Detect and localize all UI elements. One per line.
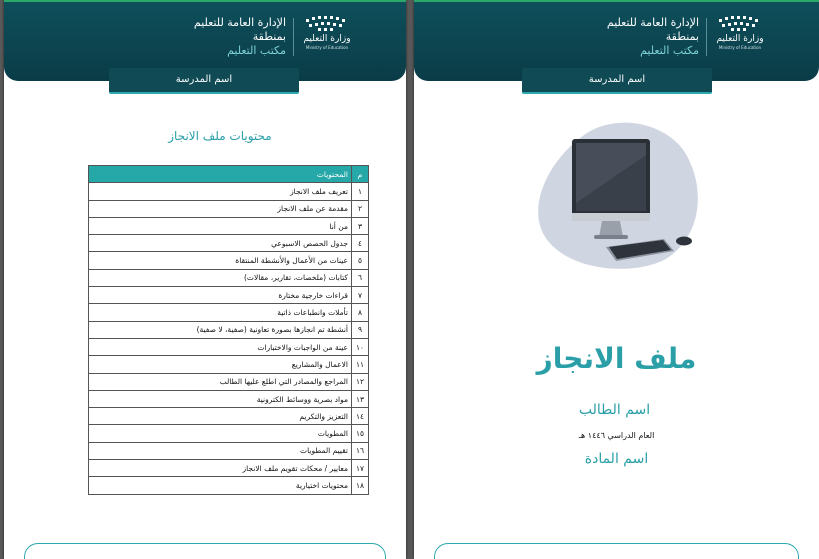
table-row: [89, 252, 369, 269]
ministry-logo: [711, 16, 769, 51]
row-num: ١٢: [352, 373, 369, 390]
row-text: تعريف ملف الانجاز: [89, 183, 352, 200]
row-text: أنشطة تم انجازها بصورة تعاونية (صفية، لا صفية): [89, 321, 352, 338]
student-name: اسم الطالب: [578, 402, 651, 418]
table-row: [89, 287, 369, 304]
table-row: [89, 356, 369, 373]
table-row: [89, 269, 369, 286]
page-footer-border: [24, 543, 386, 559]
table-row: [89, 442, 369, 459]
page-left-contents: [4, 0, 406, 559]
row-text: التعزيز والتكريم: [89, 408, 352, 425]
row-text: المراجع والمصادر التي اطلع عليها الطالب: [89, 373, 352, 390]
row-num: ١٣: [352, 390, 369, 407]
logo-english-text: Ministry of Education: [718, 45, 762, 50]
table-row: [89, 460, 369, 477]
header-text: [607, 16, 699, 58]
table-row: [89, 200, 369, 217]
row-text: مواد بصرية ووسائط الكترونية: [89, 390, 352, 407]
table-row: [89, 373, 369, 390]
row-num: ٧: [352, 287, 369, 304]
header-line1: الإدارة العامة للتعليم: [606, 16, 699, 29]
table-row: [89, 425, 369, 442]
row-num: ٤: [352, 235, 369, 252]
row-num: ٣: [352, 217, 369, 234]
cover-title: ملف الانجاز: [536, 342, 697, 375]
row-text: محتويات اختيارية: [89, 477, 352, 494]
header-divider: [293, 18, 294, 56]
row-num: ١٠: [352, 338, 369, 355]
table-row: [89, 217, 369, 234]
table-row: [89, 235, 369, 252]
ministry-logo: [298, 16, 356, 51]
ministry-logo-icon: [717, 16, 763, 34]
row-text: تأملات وانطباعات ذاتية: [89, 304, 352, 321]
school-name-tab: اسم المدرسة: [109, 68, 299, 94]
row-num: ١٧: [352, 460, 369, 477]
row-num: ٢: [352, 200, 369, 217]
ministry-logo-icon: [304, 16, 350, 34]
header-line2: بمنطقة: [665, 30, 699, 43]
row-text: معايير / محكات تقويم ملف الانجاز: [89, 460, 352, 477]
table-row: [89, 338, 369, 355]
row-text: تقييم المطويات: [89, 442, 352, 459]
col-num-header: م: [352, 166, 369, 183]
header-divider: [706, 18, 707, 56]
row-num: ١٥: [352, 425, 369, 442]
table-row: [89, 321, 369, 338]
logo-english-text: Ministry of Education: [305, 45, 349, 50]
row-num: ١٨: [352, 477, 369, 494]
row-text: جدول الحصص الاسبوعي: [89, 235, 352, 252]
mouse-icon: [676, 237, 692, 246]
table-row: [89, 390, 369, 407]
computer-illustration: [524, 115, 709, 275]
school-name-tab: اسم المدرسة: [522, 68, 712, 94]
header-line3: مكتب التعليم: [640, 44, 699, 57]
table-header-row: [89, 166, 369, 183]
row-text: عينة من الواجبات والاختبارات: [89, 338, 352, 355]
page-footer-border: [434, 543, 799, 559]
table-row: [89, 304, 369, 321]
row-text: قراءات خارجية مختارة: [89, 287, 352, 304]
row-num: ١٦: [352, 442, 369, 459]
header-line2: بمنطقة: [252, 30, 286, 43]
row-text: من أنا: [89, 217, 352, 234]
row-text: كتابات (ملخصات، تقارير، مقالات): [89, 269, 352, 286]
row-num: ١١: [352, 356, 369, 373]
academic-year: العام الدراسي ١٤٤٦ هـ: [578, 431, 655, 440]
row-num: ١٤: [352, 408, 369, 425]
logo-arabic-text: وزارة التعليم: [716, 34, 764, 44]
row-text: الاعمال والمشاريع: [89, 356, 352, 373]
toc-title: محتويات ملف الانجاز: [168, 129, 272, 143]
header-line1: الإدارة العامة للتعليم: [193, 16, 286, 29]
header-text: [194, 16, 286, 58]
logo-arabic-text: وزارة التعليم: [303, 34, 351, 44]
row-num: ٩: [352, 321, 369, 338]
row-num: ١: [352, 183, 369, 200]
table-row: [89, 183, 369, 200]
page-right-cover: [414, 0, 819, 559]
row-text: مقدمة عن ملف الانجاز: [89, 200, 352, 217]
row-num: ٨: [352, 304, 369, 321]
row-text: عينات من الأعمال والأنشطة المنتقاة: [89, 252, 352, 269]
contents-table: [88, 165, 369, 495]
row-text: المطويات: [89, 425, 352, 442]
table-row: [89, 477, 369, 494]
subject-name: اسم المادة: [584, 451, 649, 467]
col-content-header: المحتويات: [89, 166, 352, 183]
row-num: ٦: [352, 269, 369, 286]
header-line3: مكتب التعليم: [227, 44, 286, 57]
row-num: ٥: [352, 252, 369, 269]
table-row: [89, 408, 369, 425]
